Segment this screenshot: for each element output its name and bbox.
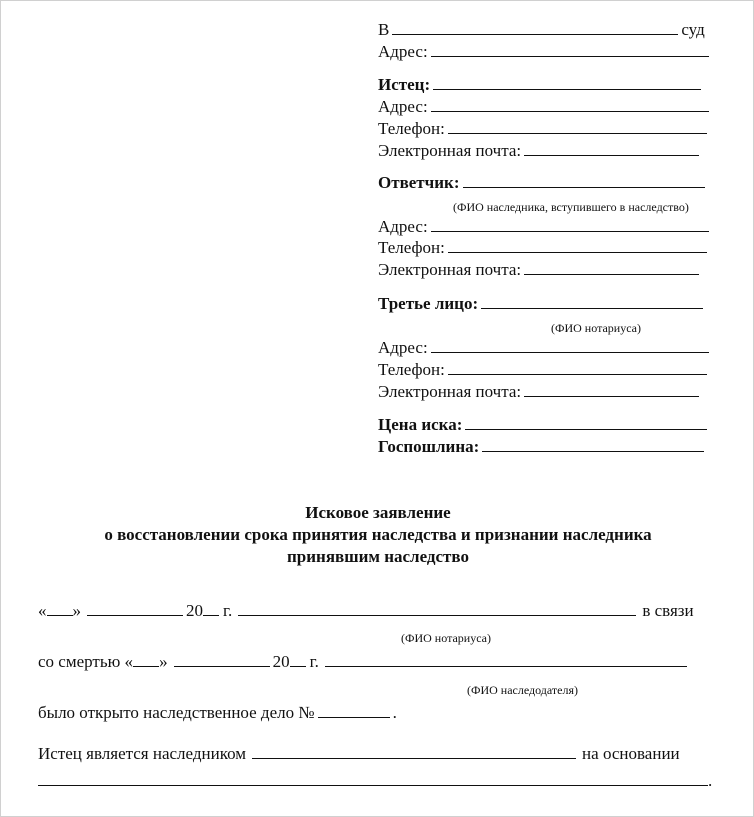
third-party-phone-label: Телефон: bbox=[378, 360, 445, 379]
notary-name-field[interactable] bbox=[238, 601, 636, 616]
testator-name-field[interactable] bbox=[325, 652, 687, 667]
year-prefix-2: 20 bbox=[272, 652, 290, 671]
defendant-email-field[interactable] bbox=[524, 260, 699, 275]
plaintiff-name-field[interactable] bbox=[433, 75, 701, 90]
court-suffix: суд bbox=[681, 20, 705, 39]
plaintiff-phone-field[interactable] bbox=[448, 119, 707, 134]
court-prefix: В bbox=[378, 20, 390, 39]
court-name-field[interactable] bbox=[392, 20, 678, 35]
plaintiff-address-line bbox=[378, 97, 712, 117]
third-party-address-field[interactable] bbox=[431, 338, 709, 353]
day-field-1[interactable] bbox=[47, 601, 73, 616]
third-party-caption: (ФИО нотариуса) bbox=[551, 321, 642, 335]
plaintiff-phone-label: Телефон: bbox=[378, 119, 445, 138]
defendant-label: Ответчик: bbox=[378, 173, 460, 192]
claim-price-field[interactable] bbox=[465, 415, 707, 430]
close-quote: » bbox=[72, 601, 81, 620]
month-field-1[interactable] bbox=[87, 601, 183, 616]
court-address-field[interactable] bbox=[431, 42, 709, 57]
heir-relation-field[interactable] bbox=[252, 744, 576, 759]
case-number-field[interactable] bbox=[318, 703, 390, 718]
defendant-phone-label: Телефон: bbox=[378, 238, 445, 257]
defendant-phone-line bbox=[378, 238, 710, 258]
third-party-name-field[interactable] bbox=[481, 294, 703, 309]
claim-price-line bbox=[378, 415, 710, 435]
third-party-phone-line bbox=[378, 360, 710, 380]
year-suffix-1: г. bbox=[223, 601, 233, 620]
body-line-3 bbox=[38, 703, 397, 723]
period: . bbox=[392, 703, 397, 722]
plaintiff-address-field[interactable] bbox=[431, 97, 709, 112]
state-fee-line bbox=[378, 437, 707, 457]
year-field-2[interactable] bbox=[290, 652, 306, 667]
body-line-4 bbox=[38, 744, 680, 764]
notary-caption: (ФИО нотариуса) bbox=[401, 631, 492, 645]
on-basis-text: на основании bbox=[582, 744, 680, 763]
defendant-caption: (ФИО наследника, вступившего в наследство) bbox=[453, 200, 689, 214]
day-field-2[interactable] bbox=[133, 652, 159, 667]
open-quote: « bbox=[38, 601, 47, 620]
plaintiff-label: Истец: bbox=[378, 75, 431, 94]
court-address-line bbox=[378, 42, 712, 62]
month-field-2[interactable] bbox=[174, 652, 270, 667]
third-party-address-label: Адрес: bbox=[378, 338, 428, 357]
document-title: Исковое заявление bbox=[305, 503, 451, 522]
third-party-label: Третье лицо: bbox=[378, 294, 479, 313]
defendant-address-line bbox=[378, 217, 712, 237]
defendant-email-label: Электронная почта: bbox=[378, 260, 522, 279]
death-text: со смертью « bbox=[38, 652, 134, 671]
third-party-phone-field[interactable] bbox=[448, 360, 707, 375]
body-line-2 bbox=[38, 652, 690, 672]
year-field-1[interactable] bbox=[203, 601, 219, 616]
defendant-line bbox=[378, 173, 708, 193]
close-quote-2: » bbox=[159, 652, 168, 671]
document-subtitle-line1: о восстановлении срока принятия наследства и признании наследника bbox=[104, 525, 652, 544]
state-fee-field[interactable] bbox=[482, 437, 704, 452]
plaintiff-email-line bbox=[378, 141, 702, 161]
claim-price-label: Цена иска: bbox=[378, 415, 463, 434]
third-party-line bbox=[378, 294, 706, 314]
plaintiff-heir-text: Истец является наследником bbox=[38, 744, 247, 763]
third-party-email-line bbox=[378, 382, 702, 402]
defendant-address-field[interactable] bbox=[431, 217, 709, 232]
defendant-phone-field[interactable] bbox=[448, 238, 707, 253]
plaintiff-line bbox=[378, 75, 704, 95]
state-fee-label: Госпошлина: bbox=[378, 437, 480, 456]
year-suffix-2: г. bbox=[309, 652, 319, 671]
third-party-email-label: Электронная почта: bbox=[378, 382, 522, 401]
defendant-name-field[interactable] bbox=[463, 173, 705, 188]
document-subtitle-line2: принявшим наследство bbox=[287, 547, 469, 566]
court-address-label: Адрес: bbox=[378, 42, 428, 61]
plaintiff-email-field[interactable] bbox=[524, 141, 699, 156]
third-party-email-field[interactable] bbox=[524, 382, 699, 397]
in-connection-text: в связи bbox=[642, 601, 694, 620]
defendant-email-line bbox=[378, 260, 702, 280]
period-2: . bbox=[708, 771, 713, 790]
case-opened-text: было открыто наследственное дело № bbox=[38, 703, 315, 722]
testator-caption: (ФИО наследодателя) bbox=[467, 683, 578, 697]
defendant-address-label: Адрес: bbox=[378, 217, 428, 236]
plaintiff-email-label: Электронная почта: bbox=[378, 141, 522, 160]
plaintiff-address-label: Адрес: bbox=[378, 97, 428, 116]
plaintiff-phone-line bbox=[378, 119, 710, 139]
year-prefix-1: 20 bbox=[186, 601, 203, 620]
court-line bbox=[378, 20, 705, 40]
third-party-address-line bbox=[378, 338, 712, 358]
body-line-5 bbox=[38, 771, 712, 791]
body-line-1 bbox=[38, 601, 694, 621]
basis-field[interactable] bbox=[38, 771, 708, 786]
